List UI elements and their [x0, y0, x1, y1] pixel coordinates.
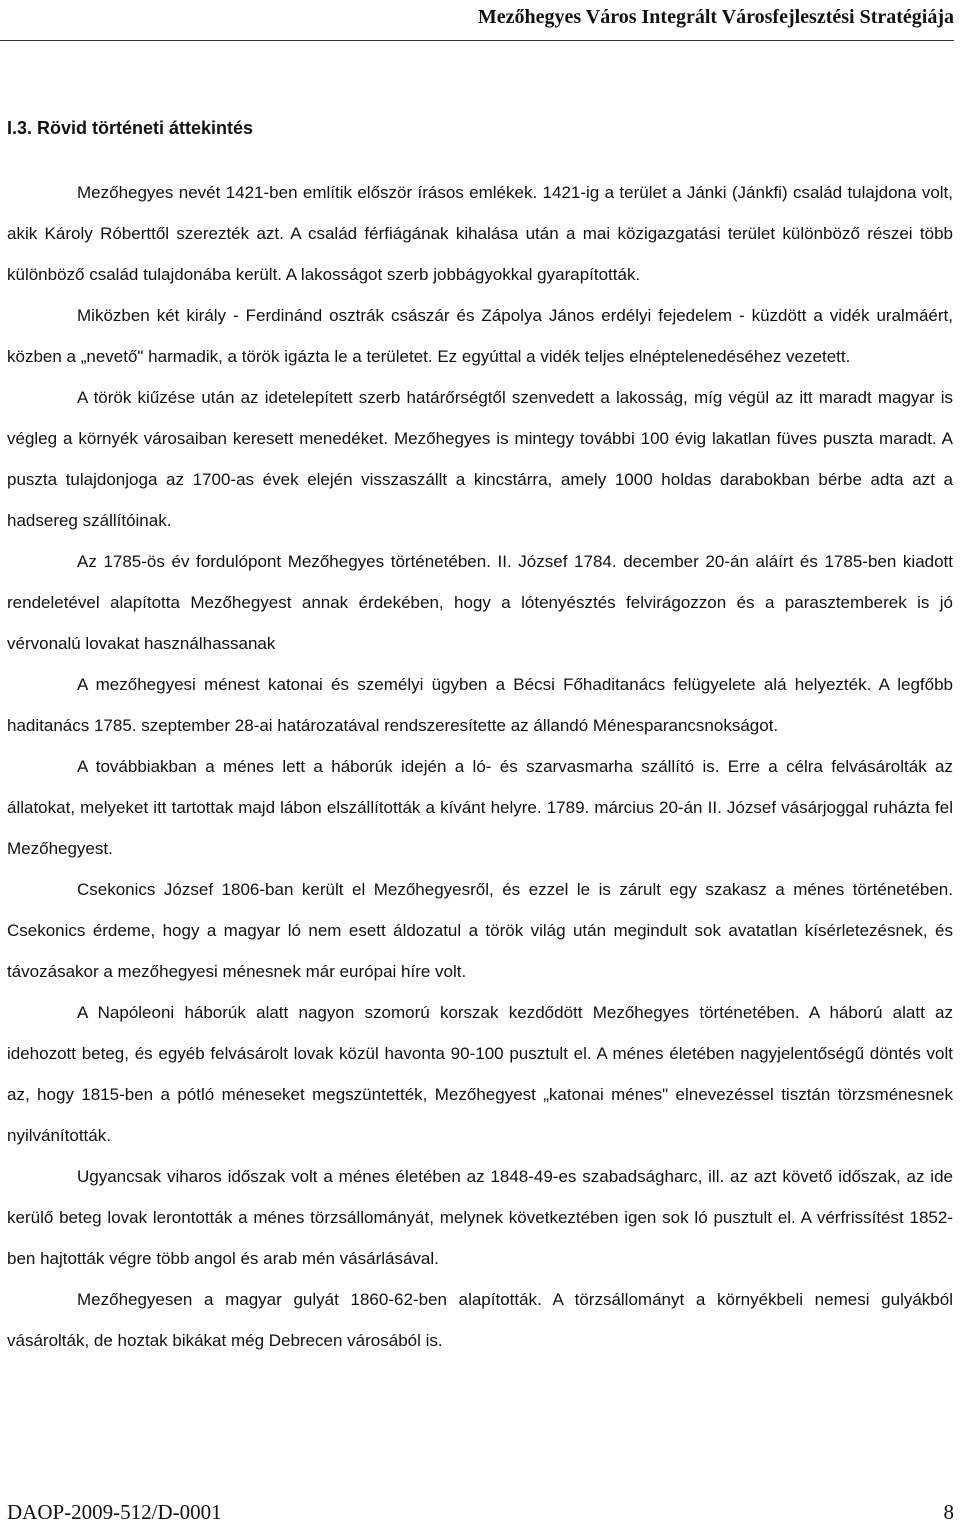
paragraph: Miközben két király - Ferdinánd osztrák császár és Zápolya János erdélyi fejedelem - küzdött a vidék uralmáért, közben a „nevető" harmadik, a török igázta le a területet. Ez egyúttal a vidék teljes elnéptelenedéséhez vezetett.	[7, 306, 953, 366]
paragraph: Csekonics József 1806-ban került el Mezőhegyesről, és ezzel le is zárult egy szakasz a ménes történetében. Csekonics érdeme, hogy a magyar ló nem esett áldozatul a török világ után megindult sok avatatlan kísérletezésnek, és távozásakor a mezőhegyesi ménesnek már európai híre volt.	[7, 880, 953, 981]
page-number: 8	[943, 1500, 954, 1524]
paragraph: A továbbiakban a ménes lett a háborúk idején a ló- és szarvasmarha szállító is. Erre a célra felvásárolták az állatokat, melyeket itt tartottak majd lábon elszállították a kívánt helyre. 1789. március 20-án II. József vásárjoggal ruházta fel Mezőhegyest.	[7, 757, 953, 858]
body-text	[7, 172, 953, 1361]
paragraph: A Napóleoni háborúk alatt nagyon szomorú korszak kezdődött Mezőhegyes történetében. A háború alatt az idehozott beteg, és egyéb felvásárolt lovak közül havonta 90-100 pusztult el. A ménes életében nagyjelentőségű döntés volt az, hogy 1815-ben a pótló méneseket megszüntették, Mezőhegyest „katonai ménes" elnevezéssel tisztán törzsménesnek nyilvánították.	[7, 1003, 953, 1145]
paragraph: Az 1785-ös év fordulópont Mezőhegyes történetében. II. József 1784. december 20-án aláírt és 1785-ben kiadott rendeletével alapította Mezőhegyest annak érdekében, hogy a lótenyésztés felvirágozzon és a parasztemberek is jó vérvonalú lovakat használhassanak	[7, 552, 953, 653]
paragraph: A török kiűzése után az idetelepített szerb határőrségtől szenvedett a lakosság, míg végül az itt maradt magyar is végleg a környék városaiban keresett menedéket. Mezőhegyes is mintegy további 100 évig lakatlan füves puszta maradt. A puszta tulajdonjoga az 1700-as évek elején visszaszállt a kincstárra, amely 1000 holdas darabokban bérbe adta azt a hadsereg szállítóinak.	[7, 388, 953, 530]
header-title: Mezőhegyes Város Integrált Városfejlesztési Stratégiája	[477, 6, 954, 28]
paragraph: A mezőhegyesi ménest katonai és személyi ügyben a Bécsi Főhaditanács felügyelete alá helyezték. A legfőbb haditanács 1785. szeptember 28-ai határozatával rendszeresítette az állandó Ménesparancsnokságot.	[7, 675, 953, 735]
paragraph: Ugyancsak viharos időszak volt a ménes életében az 1848-49-es szabadságharc, ill. az azt követő időszak, az ide kerülő beteg lovak lerontották a ménes törzsállományát, melynek következtében igen sok ló pusztult el. A vérfrissítést 1852-ben hajtották végre több angol és arab mén vásárlásával.	[7, 1167, 953, 1268]
page-header	[0, 0, 954, 41]
footer-doc-id: DAOP-2009-512/D-0001	[7, 1500, 222, 1524]
paragraph: Mezőhegyesen a magyar gulyát 1860-62-ben alapították. A törzsállományt a környékbeli nemesi gulyákból vásárolták, de hoztak bikákat még Debrecen városából is.	[7, 1290, 953, 1350]
paragraph: Mezőhegyes nevét 1421-ben említik először írásos emlékek. 1421-ig a terület a Jánki (Jánkfi) család tulajdona volt, akik Károly Róberttől szerezték azt. A család férfiágának kihalása után a mai közigazgatási terület különböző részei több különböző család tulajdonába került. A lakosságot szerb jobbágyokkal gyarapították.	[7, 183, 953, 284]
page-footer	[7, 1500, 954, 1525]
section-title: I.3. Rövid történeti áttekintés	[7, 118, 254, 138]
